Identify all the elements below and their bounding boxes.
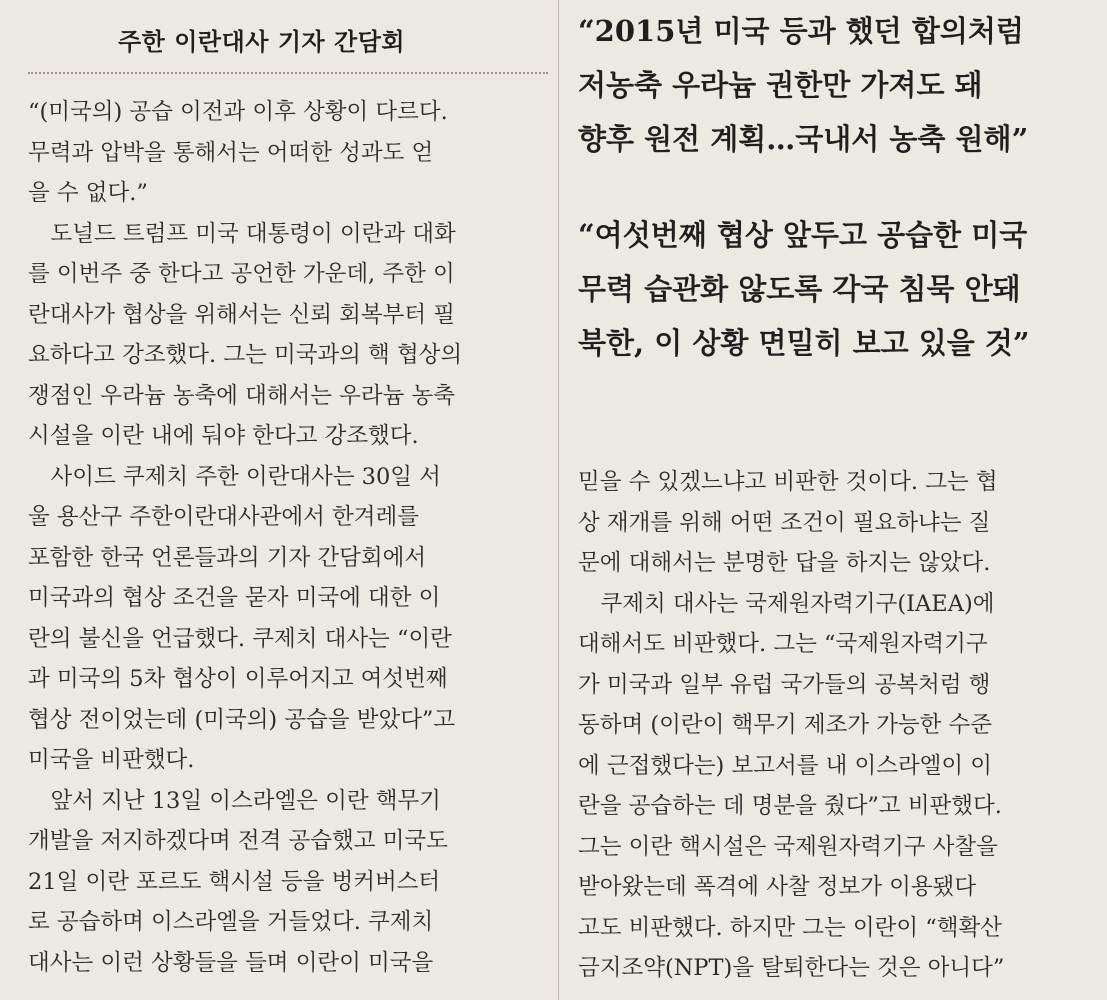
article-line: 시설을 이란 내에 둬야 한다고 강조했다. bbox=[28, 423, 419, 449]
article-line: 란의 불신을 언급했다. 쿠제치 대사는 “이란 bbox=[28, 625, 452, 652]
article-line: 개발을 저지하겠다며 전격 공습했고 미국도 bbox=[28, 828, 448, 854]
article-line: 도널드 트럼프 미국 대통령이 이란과 대화 bbox=[28, 220, 456, 247]
right-column bbox=[578, 0, 1088, 1000]
article-line: 미국과의 협상 조건을 묻자 미국에 대한 이 bbox=[28, 585, 441, 611]
article-line: 21일 이란 포르도 핵시설 등을 벙커버스터 bbox=[28, 868, 441, 895]
article-line: 무력과 압박을 통해서는 어떠한 성과도 얻 bbox=[28, 139, 434, 166]
article-line: 앞서 지난 13일 이스라엘은 이란 핵무기 bbox=[28, 787, 441, 814]
article-line: 울 용산구 주한이란대사관에서 한겨레를 bbox=[28, 504, 419, 530]
article-line: 상 재개를 위해 어떤 조건이 필요하냐는 질 bbox=[578, 509, 991, 536]
right-article-body bbox=[578, 462, 1088, 989]
article-line: 에 근접했다는) 보고서를 내 이스라엘이 이 bbox=[578, 752, 993, 779]
article-line: 그는 이란 핵시설은 국제원자력기구 사찰을 bbox=[578, 833, 998, 860]
article-line: 대해서도 비판했다. 그는 “국제원자력기구 bbox=[578, 631, 988, 657]
article-line: 로 공습하며 이스라엘을 거들었다. 쿠제치 bbox=[28, 909, 434, 935]
column-divider bbox=[558, 0, 559, 1000]
article-line: 요하다고 강조했다. 그는 미국과의 핵 협상의 bbox=[28, 342, 463, 368]
pull-quote-line: “여섯번째 협상 앞두고 공습한 미국 bbox=[578, 218, 1028, 252]
left-article-body bbox=[28, 92, 548, 983]
article-line: 문에 대해서는 분명한 답을 하지는 않았다. bbox=[578, 550, 991, 576]
article-line: 협상 전이었는데 (미국의) 공습을 받았다”고 bbox=[28, 706, 456, 733]
article-line: 믿을 수 있겠느냐고 비판한 것이다. 그는 협 bbox=[578, 469, 998, 495]
article-line: 미국을 비판했다. bbox=[28, 747, 195, 773]
article-line: 포함한 한국 언론들과의 기자 간담회에서 bbox=[28, 544, 427, 571]
pull-quote-line: 북한, 이 상황 면밀히 보고 있을 것” bbox=[578, 326, 1030, 360]
left-column bbox=[28, 0, 548, 1000]
pull-quote-line: 무력 습관화 않도록 각국 침묵 안돼 bbox=[578, 272, 1021, 306]
article-line: 고도 비판했다. 하지만 그는 이란이 “핵확산 bbox=[578, 914, 1002, 941]
title-divider bbox=[28, 72, 548, 74]
article-line: 란을 공습하는 데 명분을 줬다”고 비판했다. bbox=[578, 793, 1002, 819]
article-line: 사이드 쿠제치 주한 이란대사는 30일 서 bbox=[28, 463, 441, 490]
pull-quote-headline-2 bbox=[578, 208, 1030, 370]
pull-quote-line: 향후 원전 계획…국내서 농축 원해” bbox=[578, 122, 1029, 156]
pull-quote-line: 저농축 우라늄 권한만 가져도 돼 bbox=[578, 68, 983, 102]
pull-quote-headline-1 bbox=[578, 4, 1028, 166]
article-line: 대사는 이런 상황들을 들며 이란이 미국을 bbox=[28, 949, 434, 976]
article-line: 쿠제치 대사는 국제원자력기구(IAEA)에 bbox=[578, 590, 995, 617]
article-line: 를 이번주 중 한다고 공언한 가운데, 주한 이 bbox=[28, 261, 455, 287]
article-line: 가 미국과 일부 유럽 국가들의 공복처럼 행 bbox=[578, 671, 991, 698]
article-line: 쟁점인 우라늄 농축에 대해서는 우라늄 농축 bbox=[28, 382, 455, 409]
article-line: 금지조약(NPT)을 탈퇴한다는 것은 아니다” bbox=[578, 955, 1005, 981]
section-title: 주한 이란대사 기자 간담회 bbox=[118, 28, 406, 56]
article-line: 받아왔는데 폭격에 사찰 정보가 이용됐다 bbox=[578, 874, 977, 900]
article-line: 과 미국의 5차 협상이 이루어지고 여섯번째 bbox=[28, 666, 448, 692]
article-line: “(미국의) 공습 이전과 이후 상황이 다르다. bbox=[28, 99, 448, 125]
pull-quote-line: “2015년 미국 등과 했던 합의처럼 bbox=[578, 14, 1024, 48]
article-line: 란대사가 협상을 위해서는 신뢰 회복부터 필 bbox=[28, 301, 455, 328]
article-line: 을 수 없다.” bbox=[28, 180, 148, 206]
article-line: 동하며 (이란이 핵무기 제조가 가능한 수준 bbox=[578, 712, 993, 738]
